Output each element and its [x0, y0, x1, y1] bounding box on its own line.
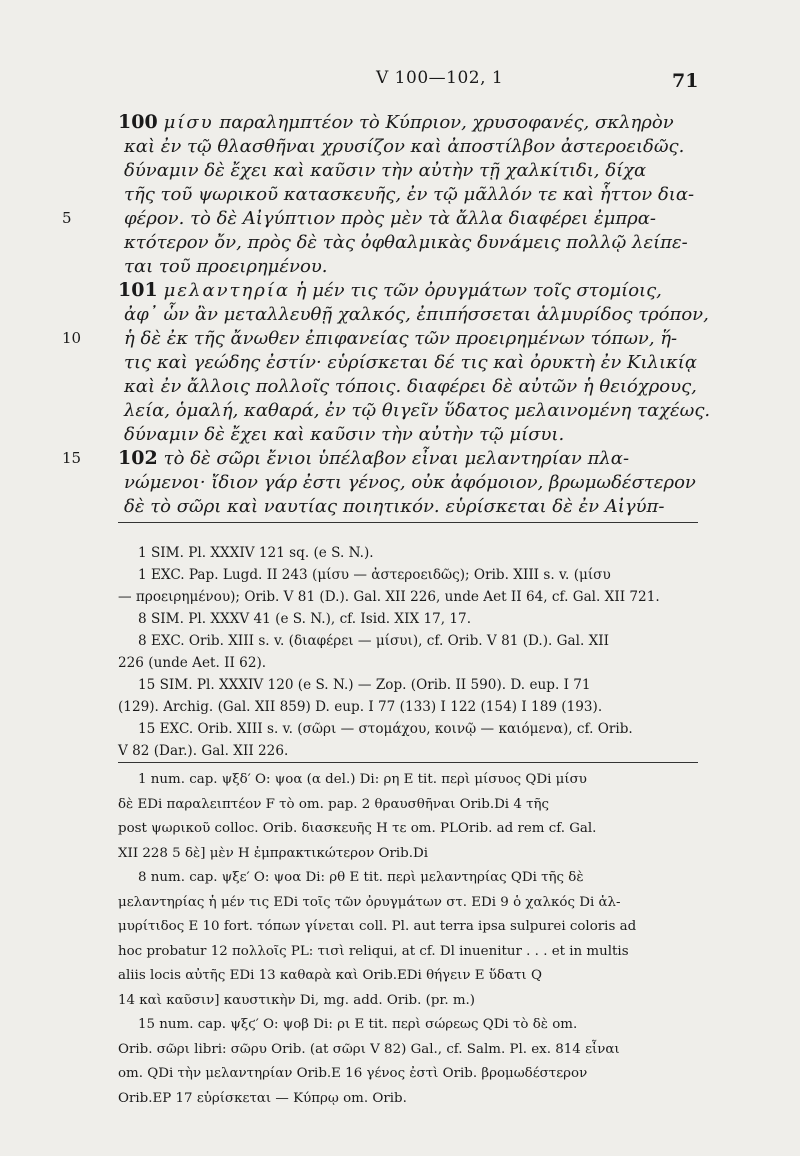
text-line	[118, 158, 698, 183]
line-text: κτότερον ὄν, πρὸς δὲ τὰς ὀφθαλμικὰς δυνάμεις πολλῷ λείπε-	[124, 232, 688, 253]
line-text: τις καὶ γεώδης ἐστίν· εὑρίσκεται δέ τις καὶ ὀρυκτὴ ἐν Κιλικίᾳ	[124, 352, 698, 373]
line-text: τῆς τοῦ ψωρικοῦ κατασκευῆς, ἐν τῷ μᾶλλόν τε καὶ ἧττον δια-	[124, 184, 695, 205]
line-text: ἡ δὲ ἐκ τῆς ἄνωθεν ἐπιφανείας τῶν προειρημένων τόπων, ἥ-	[124, 328, 678, 349]
apparatus-line: μελαντηρίας ἡ μέν τις EDi τοῖς τῶν ὀρυγμάτων στ. EDi 9 ὁ χαλκός Di ἁλ-	[118, 894, 621, 910]
testimonia-line: V 82 (Dar.). Gal. XII 226.	[118, 743, 289, 759]
text-line	[118, 134, 698, 159]
apparatus-line: hoc probatur 12 πολλοῖς PL: τισὶ reliqui, at cf. Dl inuenitur . . . et in multis	[118, 943, 629, 959]
line-number: 5	[62, 209, 72, 227]
line-text: λεία, ὁμαλή, καθαρά, ἐν τῷ θιγεῖν ὕδατος μελαινομένη ταχέως.	[124, 400, 711, 421]
apparatus-line: Orib.EP 17 εὑρίσκεται — Κύπρῳ om. Orib.	[118, 1090, 407, 1106]
section-number: 102	[118, 447, 158, 469]
apparatus-line: XII 228 5 δὲ] μὲν H ἐμπρακτικώτερον Orib.Di	[118, 845, 429, 861]
apparatus-line: μυρίτιδος E 10 fort. τόπων γίνεται coll. Pl. aut terra ipsa sulpurei coloris ad	[118, 919, 637, 934]
apparatus-line: 14 καὶ καῦσιν] καυστικὴν Di, mg. add. Orib. (pr. m.)	[118, 992, 476, 1008]
text-line	[118, 278, 698, 303]
line-text: καὶ ἐν τῷ θλασθῆναι χρυσίζον καὶ ἀποστίλβον ἀστεροειδῶς.	[124, 136, 685, 157]
text-line	[118, 374, 698, 399]
apparatus-line: δὲ EDi παραλειπτέον F τὸ om. pap. 2 θραυσθῆναι Orib.Di 4 τῆς	[118, 796, 550, 812]
text-line	[118, 398, 711, 423]
apparatus-line: Orib. σῶρι libri: σῶρυ Orib. (at σῶρι V 82) Gal., cf. Salm. Pl. ex. 814 εἶναι	[118, 1041, 620, 1057]
testimonia-line: 8 EXC. Orib. XIII s. v. (διαφέρει — μίσυι), cf. Orib. V 81 (D.). Gal. XII	[138, 633, 610, 649]
text-line	[118, 326, 698, 351]
testimonia-line: — προειρημένου); Orib. V 81 (D.). Gal. XII 226, unde Aet II 64, cf. Gal. XII 721.	[118, 589, 660, 605]
text-line	[118, 350, 698, 375]
testimonia-line: 15 EXC. Orib. XIII s. v. (σῶρι — στομάχου, κοινῷ — καιόμενα), cf. Orib.	[138, 721, 633, 737]
line-text: παραλημπτέον τὸ Κύπριον, χρυσοφανές, σκληρὸν	[213, 112, 674, 133]
text-line	[118, 206, 698, 231]
apparatus-line: 1 num. cap. ψξδ′ O: ψοα (α del.) Di: ρη E tit. περὶ μίσυος QDi μίσυ	[138, 772, 587, 787]
apparatus-line: aliis locis αὐτῆς EDi 13 καθαρὰ καὶ Orib.EDi θήγειν E ὕδατι Q	[118, 968, 542, 983]
section-number: 101	[118, 279, 158, 301]
line-text: ται τοῦ προειρημένου.	[124, 256, 328, 277]
line-number: 10	[62, 329, 82, 347]
lemma: μίσυ	[163, 112, 214, 133]
line-text: φέρον. τὸ δὲ Αἰγύπτιον πρὸς μὲν τὰ ἄλλα διαφέρει ἐμπρα-	[124, 208, 657, 229]
testimonia-line: 226 (unde Aet. II 62).	[118, 655, 267, 671]
apparatus-criticus	[118, 768, 703, 1111]
page-header	[0, 68, 800, 98]
text-line	[118, 230, 698, 255]
line-text: τὸ δὲ σῶρι ἔνιοι ὑπέλαβον εἶναι μελαντηρίαν πλα-	[163, 448, 630, 469]
text-line	[118, 182, 698, 207]
line-text: καὶ ἐν ἄλλοις πολλοῖς τόποις. διαφέρει δὲ αὐτῶν ἡ θειόχρους,	[124, 376, 697, 397]
apparatus-line: om. QDi τὴν μελαντηρίαν Orib.E 16 γένος ἐστὶ Orib. βρομωδέστερον	[118, 1066, 588, 1081]
line-number: 15	[62, 449, 82, 467]
apparatus-line: 15 num. cap. ψξϛ′ O: ψοβ Di: ρι E tit. περὶ σώρεως QDi τὸ δὲ om.	[138, 1017, 578, 1032]
text-line	[118, 470, 698, 495]
rule-bottom	[118, 762, 698, 763]
text-line	[118, 302, 709, 327]
text-line	[118, 494, 698, 519]
testimonia-block	[118, 542, 703, 762]
testimonia-line: 15 SIM. Pl. XXXIV 120 (e S. N.) — Zop. (Orib. II 590). D. eup. I 71	[138, 677, 591, 693]
text-line	[118, 446, 698, 471]
running-head: V 100—102, 1	[376, 68, 504, 88]
line-text: ἀφ᾿ ὧν ἂν μεταλλευθῇ χαλκός, ἐπιπήσσεται ἁλμυρίδος τρόπον,	[124, 304, 709, 325]
line-text: νώμενοι· ἴδιον γάρ ἐστι γένος, οὐκ ἀφόμοιον, βρωμωδέστερον	[124, 472, 696, 493]
line-text: δύναμιν δὲ ἔχει καὶ καῦσιν τὴν αὐτὴν τῇ χαλκίτιδι, δίχα	[124, 160, 647, 181]
page-number: 71	[672, 70, 699, 92]
line-text: δύναμιν δὲ ἔχει καὶ καῦσιν τὴν αὐτὴν τῷ μίσυι.	[124, 424, 565, 445]
testimonia-line: 8 SIM. Pl. XXXV 41 (e S. N.), cf. Isid. XIX 17, 17.	[138, 611, 472, 627]
rule-top	[118, 522, 698, 523]
line-text: δὲ τὸ σῶρι καὶ ναυτίας ποιητικόν. εὑρίσκεται δὲ ἐν Αἰγύπ-	[124, 496, 665, 517]
apparatus-line: 8 num. cap. ψξε′ O: ψοα Di: ρθ E tit. περὶ μελαντηρίας QDi τῆς δὲ	[138, 870, 584, 885]
apparatus-line: post ψωρικοῦ colloc. Orib. διασκευῆς H τε om. PLOrib. ad rem cf. Gal.	[118, 821, 597, 836]
lemma: μελαντηρία	[163, 280, 291, 301]
testimonia-line: 1 EXC. Pap. Lugd. II 243 (μίσυ — ἀστεροειδῶς); Orib. XIII s. v. (μίσυ	[138, 567, 611, 583]
text-line	[118, 254, 698, 279]
text-line	[118, 110, 698, 135]
text-line	[118, 422, 698, 447]
section-number: 100	[118, 111, 158, 133]
line-text: ἡ μέν τις τῶν ὀρυγμάτων τοῖς στομίοις,	[290, 280, 662, 301]
testimonia-line: (129). Archig. (Gal. XII 859) D. eup. I 77 (133) I 122 (154) I 189 (193).	[118, 699, 603, 715]
testimonia-line: 1 SIM. Pl. XXXIV 121 sq. (e S. N.).	[138, 545, 374, 561]
